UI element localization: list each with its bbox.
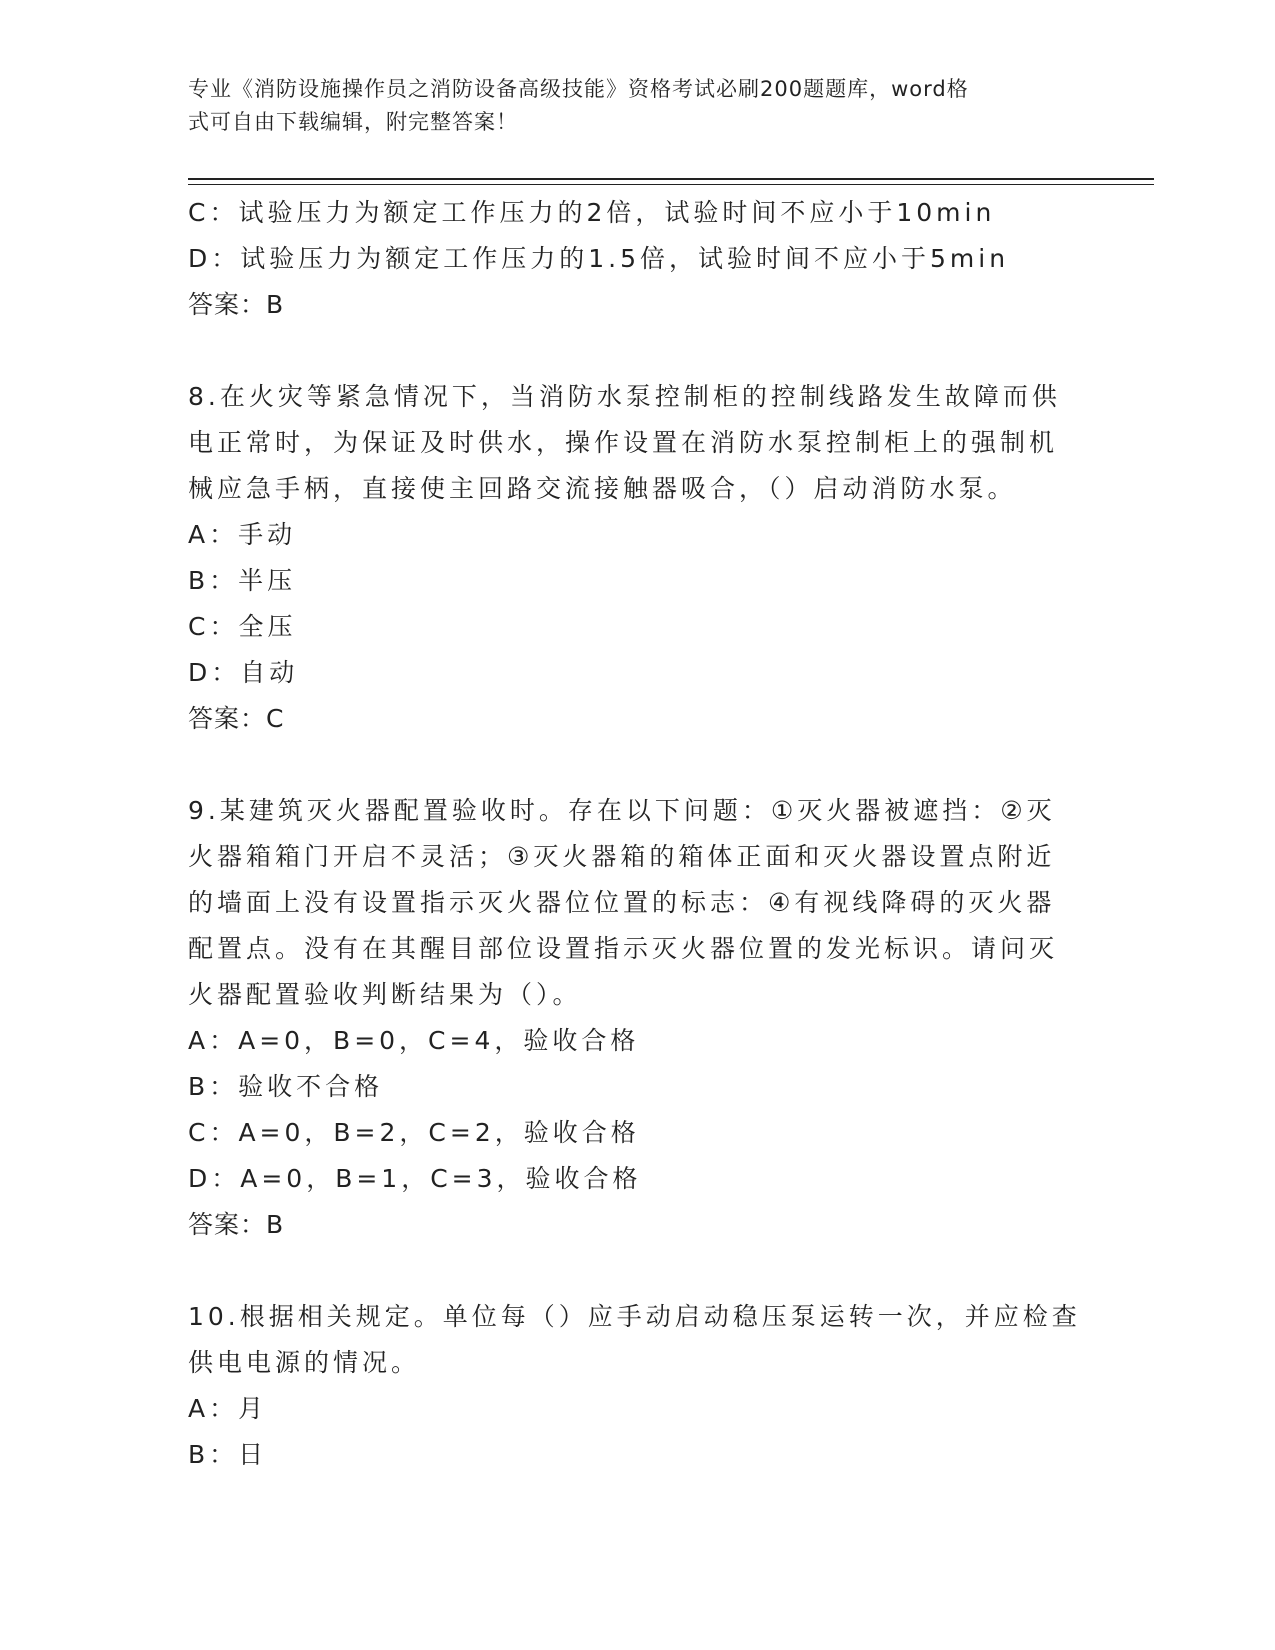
- header-title-line-2: 式可自由下载编辑，附完整答案！: [188, 110, 518, 134]
- header-title-line-1: 专业《消防设施操作员之消防设备高级技能》资格考试必刷200题题库，word格: [188, 77, 969, 101]
- document-body: [188, 190, 1088, 1478]
- question-stem-line: 电正常时，为保证及时供水，操作设置在消防水泵控制柜上的强制机: [188, 428, 1059, 457]
- option-a: A：A=0，B=0，C=4，验收合格: [188, 1026, 640, 1055]
- question-9: [188, 788, 1088, 1248]
- spacer: [188, 328, 1088, 374]
- option-b: B：验收不合格: [188, 1072, 384, 1101]
- question-10: [188, 1294, 1088, 1478]
- question-stem-line: 10.根据相关规定。单位每（）应手动启动稳压泵运转一次，并应检查: [188, 1302, 1081, 1331]
- question-8: [188, 374, 1088, 742]
- question-stem-line: 配置点。没有在其醒目部位设置指示灭火器位置的发光标识。请问灭: [188, 934, 1059, 963]
- spacer: [188, 1248, 1088, 1294]
- option-d: D：A=0，B=1，C=3，验收合格: [188, 1164, 642, 1193]
- document-header: [188, 73, 1068, 139]
- question-stem-line: 供电电源的情况。: [188, 1348, 421, 1377]
- header-rule-thin: [188, 184, 1154, 185]
- answer-line: 答案：B: [188, 1210, 285, 1239]
- question-stem-line: 火器箱箱门开启不灵活；③灭火器箱的箱体正面和灭火器设置点附近: [188, 842, 1056, 871]
- option-c: C：全压: [188, 612, 297, 641]
- option-d: D：自动: [188, 658, 299, 687]
- option-b: B：半压: [188, 566, 297, 595]
- option-b: B：日: [188, 1440, 268, 1469]
- option-c: C：A=0，B=2，C=2，验收合格: [188, 1118, 640, 1147]
- question-stem-line: 9.某建筑灭火器配置验收时。存在以下问题：①灭火器被遮挡：②灭: [188, 796, 1056, 825]
- question-stem-line: 械应急手柄，直接使主回路交流接触器吸合，（）启动消防水泵。: [188, 474, 1017, 503]
- option-a: A：手动: [188, 520, 297, 549]
- header-rule-thick: [188, 178, 1154, 180]
- option-a: A：月: [188, 1394, 268, 1423]
- option-d: D：试验压力为额定工作压力的1.5倍，试验时间不应小于5min: [188, 244, 1010, 273]
- question-stem-line: 的墙面上没有设置指示灭火器位位置的标志：④有视线降碍的灭火器: [188, 888, 1056, 917]
- answer-line: 答案：C: [188, 704, 285, 733]
- option-c: C：试验压力为额定工作压力的2倍，试验时间不应小于10min: [188, 198, 996, 227]
- question-stem-line: 8.在火灾等紧急情况下，当消防水泵控制柜的控制线路发生故障而供: [188, 382, 1061, 411]
- question-7-continued: [188, 190, 1088, 328]
- question-stem-line: 火器配置验收判断结果为（）。: [188, 980, 582, 1009]
- answer-line: 答案：B: [188, 290, 285, 319]
- spacer: [188, 742, 1088, 788]
